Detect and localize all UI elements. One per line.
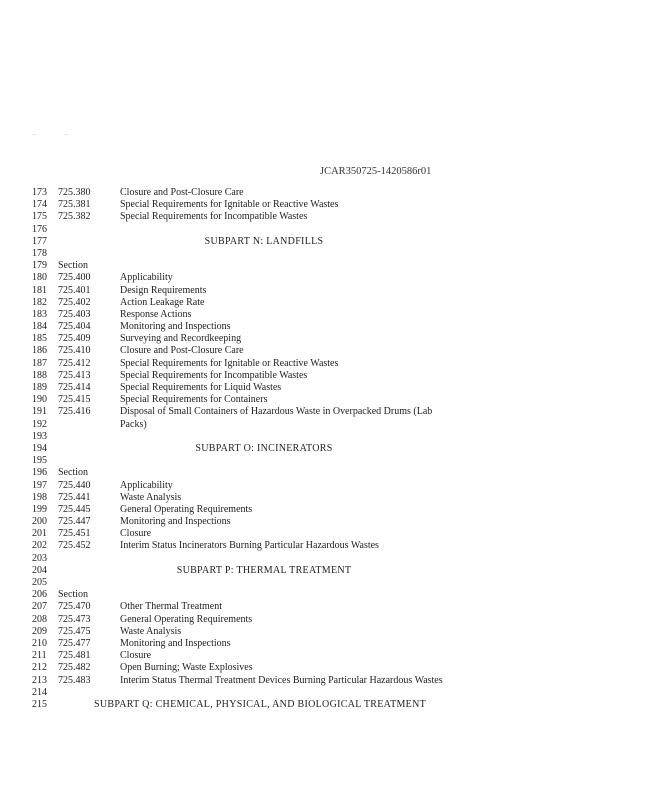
line-number: 187: [32, 357, 47, 369]
section-title: Waste Analysis: [120, 625, 182, 637]
section-title: Action Leakage Rate: [120, 296, 205, 308]
section-title: Open Burning; Waste Explosives: [120, 662, 253, 674]
section-title: Other Thermal Treatment: [120, 601, 223, 613]
section-number: 725.413: [58, 369, 91, 381]
section-title: Special Requirements for Liquid Wastes: [120, 382, 282, 393]
section-number: 725.410: [58, 345, 91, 357]
line-number: 189: [32, 382, 47, 393]
table-of-contents-line: [0, 662, 671, 674]
table-of-contents-line: [0, 224, 671, 236]
section-title: Closure: [120, 528, 152, 540]
section-number: 725.477: [58, 637, 91, 649]
section-number: 725.416: [58, 406, 91, 418]
section-number: Section: [58, 467, 88, 479]
line-number: 210: [32, 637, 47, 649]
table-of-contents-line: [0, 431, 671, 443]
line-number: 188: [32, 369, 47, 381]
section-title: Special Requirements for Ignitable or Reactive Wastes: [120, 357, 339, 369]
subpart-heading: SUBPART Q: CHEMICAL, PHYSICAL, AND BIOLOGICAL TREATMENT: [93, 698, 427, 710]
line-number: 196: [32, 467, 47, 479]
line-number: 184: [32, 321, 47, 333]
section-title: Applicability: [120, 272, 173, 284]
table-of-contents-line: [0, 211, 671, 223]
line-number: 201: [32, 528, 47, 540]
section-number: 725.470: [58, 601, 91, 613]
section-title: Special Requirements for Incompatible Wastes: [120, 369, 308, 381]
section-number: Section: [58, 589, 88, 601]
document-id: JCAR350725-1420586r01: [320, 166, 432, 177]
section-number: 725.445: [58, 503, 91, 515]
line-number: 209: [32, 625, 47, 637]
line-number: 211: [32, 650, 47, 662]
section-title: Surveying and Recordkeeping: [120, 333, 242, 345]
section-number: 725.380: [58, 187, 91, 198]
line-number: 195: [32, 455, 47, 467]
section-number: 725.403: [58, 308, 91, 320]
section-number: 725.412: [58, 357, 91, 369]
table-of-contents-line: [0, 467, 671, 479]
section-title: Interim Status Incinerators Burning Particular Hazardous Wastes: [120, 540, 379, 552]
margin-mark: . .: [33, 128, 81, 137]
table-of-contents-line: [0, 614, 671, 626]
table-of-contents-line: [0, 687, 671, 699]
line-number: 197: [32, 479, 47, 491]
line-number: 213: [32, 674, 47, 686]
line-number: 175: [32, 211, 47, 223]
table-of-contents-line: [0, 345, 671, 357]
line-number: 186: [32, 345, 47, 357]
line-number: 180: [32, 272, 47, 284]
section-title: General Operating Requirements: [120, 503, 253, 515]
section-title: Monitoring and Inspections: [120, 637, 231, 649]
table-of-contents-line: [0, 309, 671, 321]
section-number: 725.409: [58, 333, 91, 345]
line-number: 185: [32, 333, 47, 345]
section-number: 725.482: [58, 662, 91, 674]
section-title: Closure and Post-Closure Care: [120, 187, 244, 198]
section-title: Monitoring and Inspections: [120, 516, 231, 528]
section-number: Section: [58, 260, 88, 272]
line-number: 174: [32, 199, 47, 211]
section-number: 725.401: [58, 284, 91, 296]
subpart-heading: SUBPART N: LANDFILLS: [204, 235, 324, 247]
line-number: 214: [32, 686, 47, 698]
table-of-contents-line: [0, 382, 671, 394]
table-of-contents-line: [0, 333, 671, 345]
line-number: 190: [32, 394, 47, 406]
line-number: 200: [32, 516, 47, 528]
section-number: 725.473: [58, 613, 91, 625]
subpart-heading-line: [0, 565, 671, 577]
line-number: 181: [32, 284, 47, 296]
table-of-contents-line: [0, 199, 671, 211]
line-number: 208: [32, 613, 47, 625]
table-of-contents-line: [0, 638, 671, 650]
section-title: Special Requirements for Containers: [120, 394, 268, 406]
line-number: 192: [32, 418, 47, 430]
line-number: 206: [32, 589, 47, 601]
table-of-contents-line: [0, 285, 671, 297]
line-number: 205: [32, 577, 47, 588]
table-of-contents-line: [0, 358, 671, 370]
line-number: 204: [32, 564, 47, 576]
subpart-heading-line: [0, 443, 671, 455]
section-title: Disposal of Small Containers of Hazardous Waste in Overpacked Drums (Lab: [120, 406, 433, 418]
section-number: 725.381: [58, 199, 91, 211]
section-number: 725.402: [58, 296, 91, 308]
line-number: 207: [32, 601, 47, 613]
table-of-contents-line: [0, 492, 671, 504]
table-of-contents-line: [0, 248, 671, 260]
line-number: 194: [32, 442, 47, 454]
section-number: 725.441: [58, 491, 91, 503]
section-title: Applicability: [120, 479, 173, 491]
section-number: 725.451: [58, 528, 91, 540]
line-number: 212: [32, 662, 47, 674]
table-of-contents-line: [0, 528, 671, 540]
section-title: Special Requirements for Ignitable or Reactive Wastes: [120, 199, 339, 211]
section-number: 725.415: [58, 394, 91, 406]
line-number: 191: [32, 406, 47, 418]
subpart-heading-line: [0, 236, 671, 248]
line-number: 178: [32, 247, 47, 259]
section-title: Closure: [120, 650, 152, 662]
table-of-contents-line: [0, 540, 671, 552]
subpart-heading: SUBPART O: INCINERATORS: [195, 442, 333, 454]
line-number: 177: [32, 235, 47, 247]
table-of-contents-line: [0, 516, 671, 528]
line-number: 182: [32, 296, 47, 308]
line-number: 203: [32, 552, 47, 564]
table-of-contents-line: [0, 455, 671, 467]
section-title: Packs): [120, 418, 147, 430]
section-title: Waste Analysis: [120, 491, 182, 503]
section-title: Monitoring and Inspections: [120, 321, 231, 333]
section-number: 725.382: [58, 211, 91, 223]
line-list: [0, 187, 671, 711]
table-of-contents-line: [0, 675, 671, 687]
section-number: 725.404: [58, 321, 91, 333]
section-title: Response Actions: [120, 308, 192, 320]
line-number: 173: [32, 187, 47, 198]
section-number: 725.481: [58, 650, 91, 662]
section-title: Design Requirements: [120, 284, 207, 296]
section-title: Special Requirements for Incompatible Wastes: [120, 211, 308, 223]
table-of-contents-line: [0, 394, 671, 406]
section-number: 725.447: [58, 516, 91, 528]
table-of-contents-line: [0, 272, 671, 284]
table-of-contents-line: [0, 297, 671, 309]
line-number: 176: [32, 223, 47, 235]
section-title: General Operating Requirements: [120, 613, 253, 625]
subpart-heading-line: [0, 699, 671, 711]
section-number: 725.483: [58, 674, 91, 686]
table-of-contents-line: [0, 370, 671, 382]
line-number: 179: [32, 260, 47, 272]
subpart-heading: SUBPART P: THERMAL TREATMENT: [176, 564, 352, 576]
line-number: 199: [32, 503, 47, 515]
table-of-contents-line: [0, 187, 671, 199]
table-of-contents-line: [0, 650, 671, 662]
table-of-contents-line: [0, 480, 671, 492]
table-of-contents-line: [0, 321, 671, 333]
table-of-contents-line: [0, 589, 671, 601]
section-number: 725.475: [58, 625, 91, 637]
table-of-contents-line: [0, 626, 671, 638]
section-title: Closure and Post-Closure Care: [120, 345, 244, 357]
table-of-contents-line: [0, 553, 671, 565]
table-of-contents-line: [0, 419, 671, 431]
line-number: 215: [32, 698, 47, 710]
table-of-contents-line: [0, 504, 671, 516]
section-number: 725.440: [58, 479, 91, 491]
table-of-contents-line: [0, 406, 671, 418]
section-title: Interim Status Thermal Treatment Devices Burning Particular Hazardous Wastes: [120, 674, 443, 686]
line-number: 183: [32, 308, 47, 320]
table-of-contents-line: [0, 577, 671, 589]
table-of-contents-line: [0, 601, 671, 613]
section-number: 725.452: [58, 540, 91, 552]
section-number: 725.414: [58, 382, 91, 393]
line-number: 198: [32, 491, 47, 503]
section-number: 725.400: [58, 272, 91, 284]
line-number: 193: [32, 430, 47, 442]
line-number: 202: [32, 540, 47, 552]
table-of-contents-line: [0, 260, 671, 272]
